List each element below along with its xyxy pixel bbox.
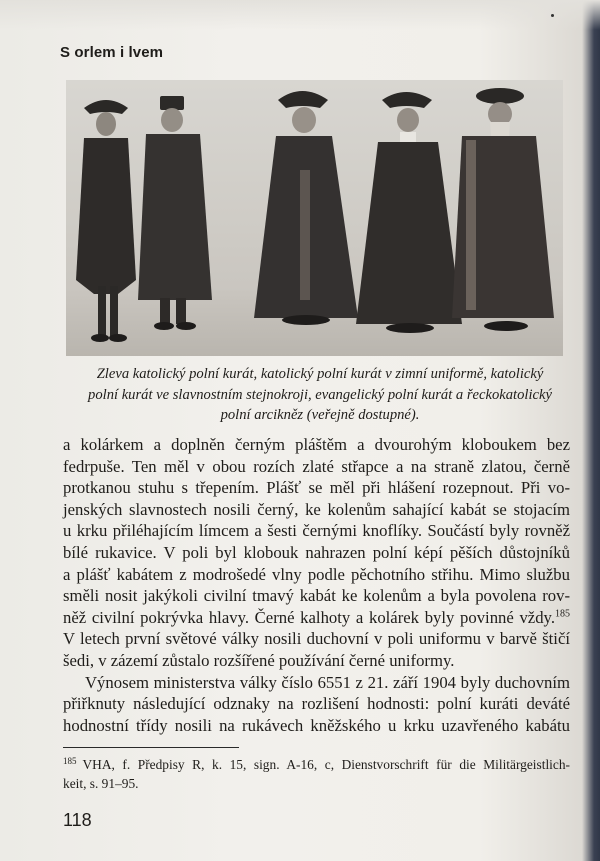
running-head: S orlem i lvem xyxy=(60,44,164,61)
body-line: jenských slavnostech nosili černý, ke kolenům sahající kabát se stojacím xyxy=(63,499,570,519)
footnote-reference[interactable]: 185 xyxy=(555,608,570,620)
historical-photograph xyxy=(66,80,563,356)
figure-winter-uniform xyxy=(138,96,212,330)
body-line: protkanou stuhu s třepením. Plášť se měl při hlášení rozepnout. Při vo- xyxy=(63,478,570,498)
caption-line: polní kurát ve slavnostním stejnokroji, evangelický polní kurát a řeckokatolický xyxy=(88,386,552,403)
body-line-paragraph-start: Výnosem ministerstva války číslo 6551 z 21. září 1904 byly duchovním xyxy=(85,672,570,692)
footnote xyxy=(63,756,570,794)
body-text xyxy=(63,434,570,736)
figure-caption xyxy=(70,364,570,426)
body-line: a plášť kabátem z modrošedé vlny podle pěchotního střihu. Mimo službu xyxy=(63,564,570,584)
body-line-with-footnote xyxy=(63,607,570,629)
body-line: bílé rukavice. V poli byl klobouk nahrazen polní képí pěších důstojníků xyxy=(63,542,570,562)
footnote-line xyxy=(63,756,570,775)
body-line: šedi, v zázemí zůstalo rozšířené používání černé uniformy. xyxy=(63,650,455,670)
body-line: hodnostní třídy nosili na rukávech kněžského u krku uzavřeného kabátu xyxy=(63,715,570,735)
body-line: fedrpuše. Ten měl v obou rozích zlaté střapce a na straně zlatou, černě xyxy=(63,456,570,476)
page-number: 118 xyxy=(63,810,92,830)
body-line: směli nosit jakýkoli civilní tmavý kabát ke kolenům a byla povolena rov- xyxy=(63,586,570,606)
body-line: V letech první světové války nosili duchovní v poli uniformu v barvě štičí xyxy=(63,629,570,649)
page-top-shadow xyxy=(0,0,600,30)
body-line-text: něž civilní pokrývka hlavy. Černé kalhoty a kolárek byly povinné vždy. xyxy=(63,607,555,627)
footnote-divider xyxy=(63,747,239,748)
photograph-illustration xyxy=(66,80,563,356)
caption-line: Zleva katolický polní kurát, katolický polní kurát v zimní uniformě, katolický xyxy=(96,366,544,382)
body-line: přiřknuty následující odznaky na rozlišení hodnosti: polní kuráti deváté xyxy=(63,694,570,714)
print-speck xyxy=(551,14,554,17)
figure-greek-catholic-archpriest xyxy=(452,88,554,331)
footnote-line: keit, s. 91–95. xyxy=(63,775,139,791)
figure-evangelical-chaplain xyxy=(356,92,462,333)
body-line: u krku přiléhajícím límcem a šesti černými knoflíky. Součástí byly rovněž xyxy=(63,521,570,541)
show-through-text xyxy=(318,44,578,58)
body-line: a kolárkem a doplněn černým pláštěm a dvourohým kloboukem bez xyxy=(63,435,570,454)
footnote-number: 185 xyxy=(63,755,77,766)
footnote-text: VHA, f. Předpisy R, k. 15, sign. A-16, c, Dienstvorschrift für die Militärgeistlich- xyxy=(82,757,570,772)
caption-line: polní arcikněz (veřejně dostupné). xyxy=(220,407,420,423)
figure-ceremonial-uniform xyxy=(254,91,358,325)
